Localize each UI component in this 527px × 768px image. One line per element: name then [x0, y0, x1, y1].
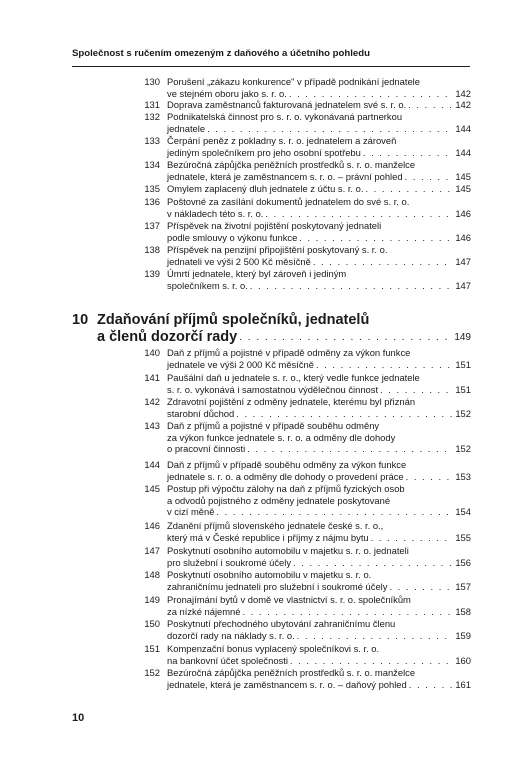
- entry-page-number: 160: [455, 654, 471, 666]
- entry-line: [167, 630, 471, 642]
- dot-leader: [313, 256, 453, 268]
- entry-line: [167, 679, 471, 691]
- entry-text: v cizí měně: [167, 506, 215, 518]
- entry-body: [167, 372, 471, 395]
- dot-leader: [409, 679, 453, 691]
- entry-text: Omylem zaplacený dluh jednatele z účtu s. r. o.: [167, 183, 364, 194]
- entry-line: Daň z příjmů a pojistné v případě souběhu odměny: [167, 420, 380, 431]
- chapter-title: [97, 312, 471, 346]
- entry-number: 149: [144, 594, 160, 605]
- entry-page-number: 161: [455, 678, 471, 690]
- dot-leader: [216, 506, 452, 518]
- entry-line: [167, 408, 471, 420]
- entry-text: jednatele, která je zaměstnancem s. r. o. – daňový pohled: [167, 678, 407, 690]
- entry-number: 145: [144, 483, 160, 494]
- entry-line: za výkon funkce jednatele s. r. o. a odměny dle dohody: [167, 431, 396, 443]
- entry-text: podle smlouvy o výkonu funkce: [167, 231, 298, 243]
- entry-line: Poštovné za zasílání dokumentů jednatelem do své s. r. o.: [167, 196, 410, 207]
- entry-text: pro služební i soukromé účely: [167, 556, 292, 568]
- entry-body: [167, 594, 471, 617]
- entry-line: [167, 443, 471, 455]
- entry-body: [167, 183, 471, 195]
- entry-line: Daň z příjmů v případě souběhu odměny za výkon funkce: [167, 459, 407, 470]
- entry-page-number: 144: [455, 122, 471, 134]
- entry-text: který má v České republice i příjmy z nájmu bytu: [167, 531, 369, 543]
- entry-line: [167, 123, 471, 135]
- entry-line: [167, 183, 471, 195]
- dot-leader: [371, 532, 453, 544]
- entry-line: [167, 256, 471, 268]
- entry-page-number: 146: [455, 207, 471, 219]
- entry-line: a odvodů pojistného z odměny jednatele poskytované: [167, 494, 391, 506]
- entry-line: [167, 655, 471, 667]
- entry-page-number: 152: [455, 443, 471, 455]
- entry-line: [167, 359, 471, 371]
- entry-text: ve stejném oboru jako s. r. o.: [167, 87, 287, 99]
- entry-page-number: 146: [455, 231, 471, 243]
- entry-text: dozorčí rady na náklady s. r. o.: [167, 629, 295, 641]
- entry-line: [167, 471, 471, 483]
- entry-text: v nákladech této s. r. o.: [167, 207, 264, 219]
- chapter-title-line-1: Zdaňování příjmů společníků, jednatelů: [97, 312, 370, 328]
- dot-leader: [363, 147, 452, 159]
- dot-leader: [239, 329, 451, 346]
- entry-line: Zdravotní pojištění z odměny jednatele, kterému byl přiznán: [167, 396, 416, 407]
- entry-line: Poskytnutí osobního automobilu v majetku s. r. o.: [167, 569, 372, 580]
- entry-body: [167, 347, 471, 370]
- entry-page-number: 156: [455, 556, 471, 568]
- dot-leader: [389, 581, 452, 593]
- entry-body: [167, 520, 471, 543]
- entry-line: Podnikatelská činnost pro s. r. o. vykonávaná partnerkou: [167, 111, 403, 122]
- dot-leader: [250, 280, 453, 292]
- entry-body: [167, 396, 471, 419]
- entry-page-number: 158: [455, 605, 471, 617]
- entry-page-number: 145: [455, 170, 471, 182]
- entry-text: společníkem s. r. o.: [167, 279, 248, 291]
- entry-body: [167, 569, 471, 592]
- entry-number: 138: [144, 244, 160, 255]
- dot-leader: [365, 183, 452, 195]
- entry-line: [167, 88, 471, 100]
- dot-leader: [247, 443, 452, 455]
- entry-number: 135: [144, 183, 160, 194]
- entry-line: [167, 232, 471, 244]
- entry-line: Zdanění příjmů slovenského jednatele české s. r. o.,: [167, 520, 384, 531]
- running-header: Společnost s ručením omezeným z daňového a účetního pohledu: [72, 48, 370, 59]
- entry-number: 132: [144, 111, 160, 122]
- entry-number: 142: [144, 396, 160, 407]
- dot-leader: [316, 359, 452, 371]
- dot-leader: [408, 99, 452, 111]
- entry-body: [167, 618, 471, 641]
- entry-line: Bezúročná zápůjčka peněžních prostředků s. r. o. manželce: [167, 667, 416, 678]
- entry-page-number: 154: [455, 506, 471, 518]
- entry-number: 150: [144, 618, 160, 629]
- entry-line: Pronajímání bytů v domě ve vlastnictví s. r. o. společníkům: [167, 594, 411, 605]
- entry-page-number: 144: [455, 146, 471, 158]
- entry-line: Postup při výpočtu zálohy na daň z příjmů fyzických osob: [167, 483, 405, 494]
- dot-leader: [242, 606, 452, 618]
- entry-page-number: 147: [455, 255, 471, 267]
- entry-line: Poskytnutí přechodného ubytování zahraničnímu členu: [167, 618, 396, 629]
- dot-leader: [297, 630, 453, 642]
- entry-text: za nízké nájemné: [167, 605, 241, 617]
- entry-line: [167, 384, 471, 396]
- header-rule: [72, 66, 470, 67]
- page-folio: 10: [72, 712, 85, 724]
- entry-text: na bankovní účet společnosti: [167, 654, 288, 666]
- entry-line: [167, 208, 471, 220]
- entry-number: 133: [144, 135, 160, 146]
- entry-body: [167, 196, 471, 219]
- entry-number: 137: [144, 220, 160, 231]
- entry-body: [167, 244, 471, 267]
- entry-number: 143: [144, 420, 160, 431]
- entry-line: Příspěvek na životní pojištění poskytovaný jednateli: [167, 220, 382, 231]
- entry-page-number: 151: [455, 358, 471, 370]
- entry-text: jednatele, která je zaměstnancem s. r. o. – právní pohled: [167, 170, 403, 182]
- entry-number: 139: [144, 268, 160, 279]
- dot-leader: [290, 655, 452, 667]
- entry-body: [167, 545, 471, 568]
- entry-page-number: 151: [455, 383, 471, 395]
- entry-line: [167, 532, 471, 544]
- dot-leader: [406, 471, 453, 483]
- entry-line: Čerpání peněz z pokladny s. r. o. jednatelem a zároveň: [167, 135, 397, 146]
- entry-body: [167, 643, 471, 666]
- entry-line: Daň z příjmů a pojistné v případě odměny za výkon funkce: [167, 347, 411, 358]
- entry-line: [167, 147, 471, 159]
- entry-page-number: 153: [455, 470, 471, 482]
- entry-line: Bezúročná zápůjčka peněžních prostředků s. r. o. manželce: [167, 159, 416, 170]
- chapter-page-number: 149: [454, 332, 471, 343]
- dot-leader: [265, 208, 452, 220]
- dot-leader: [289, 88, 452, 100]
- entry-number: 152: [144, 667, 160, 678]
- entry-body: [167, 135, 471, 158]
- dot-leader: [380, 384, 452, 396]
- entry-page-number: 155: [455, 531, 471, 543]
- entry-text: s. r. o. vykonává i samostatnou výdělečnou činnost: [167, 383, 379, 395]
- entry-body: [167, 420, 471, 455]
- entry-text: jednatele: [167, 122, 206, 134]
- dot-leader: [207, 123, 452, 135]
- entry-line: [167, 606, 471, 618]
- dot-leader: [236, 408, 452, 420]
- entry-body: [167, 483, 471, 518]
- entry-number: 136: [144, 196, 160, 207]
- dot-leader: [293, 557, 452, 569]
- entry-line: [167, 557, 471, 569]
- entry-page-number: 142: [455, 99, 471, 110]
- entry-text: Doprava zaměstnanců fakturovaná jednatelem své s. r. o.: [167, 99, 407, 110]
- chapter-number: 10: [72, 312, 89, 328]
- entry-body: [167, 667, 471, 690]
- entry-body: [167, 99, 471, 111]
- entry-body: [167, 76, 471, 99]
- entry-line: Porušení „zákazu konkurence" v případě podnikání jednatele: [167, 76, 420, 87]
- entry-text: jediným společníkem pro jeho osobní spotřebu: [167, 146, 361, 158]
- entry-number: 146: [144, 520, 160, 531]
- entry-text: jednatele ve výši 2 000 Kč měsíčně: [167, 358, 314, 370]
- entry-text: zahraničnímu jednateli pro služební i soukromé účely: [167, 580, 388, 592]
- entry-page-number: 145: [455, 183, 471, 194]
- entry-line: [167, 581, 471, 593]
- entry-line: [167, 280, 471, 292]
- entry-page-number: 157: [455, 580, 471, 592]
- entry-body: [167, 111, 471, 134]
- entry-page-number: 159: [455, 629, 471, 641]
- entry-line: Poskytnutí osobního automobilu v majetku s. r. o. jednateli: [167, 545, 409, 556]
- entry-body: [167, 459, 471, 482]
- entry-number: 144: [144, 459, 160, 470]
- entry-number: 148: [144, 569, 160, 580]
- chapter-title-line-2: [97, 329, 471, 346]
- entry-body: [167, 268, 471, 291]
- entry-line: [167, 171, 471, 183]
- entry-line: Paušální daň u jednatele s. r. o., který vedle funkce jednatele: [167, 372, 420, 383]
- entry-number: 134: [144, 159, 160, 170]
- chapter-title-text: a členů dozorčí rady: [97, 329, 238, 345]
- entry-page-number: 142: [455, 87, 471, 99]
- entry-line: Příspěvek na penzijní připojištění poskytovaný s. r. o.: [167, 244, 388, 255]
- entry-line: Kompenzační bonus vyplacený společníkovi s. r. o.: [167, 643, 380, 654]
- entry-line: [167, 506, 471, 518]
- entry-number: 140: [144, 347, 160, 358]
- entry-page-number: 147: [455, 279, 471, 291]
- entry-text: starobní důchod: [167, 407, 235, 419]
- entry-page-number: 152: [455, 407, 471, 419]
- entry-text: jednateli ve výši 2 500 Kč měsíčně: [167, 255, 311, 267]
- entry-number: 151: [144, 643, 160, 654]
- entry-text: o pracovní činnosti: [167, 443, 246, 455]
- entry-line: [167, 99, 471, 111]
- entry-text: jednatele s. r. o. a odměny dle dohody o provedení práce: [167, 470, 404, 482]
- entry-body: [167, 159, 471, 182]
- entry-body: [167, 220, 471, 243]
- dot-leader: [299, 232, 452, 244]
- entry-number: 131: [144, 99, 160, 110]
- entry-line: Úmrtí jednatele, který byl zároveň i jediným: [167, 268, 347, 279]
- entry-number: 130: [144, 76, 160, 87]
- entry-number: 147: [144, 545, 160, 556]
- entry-number: 141: [144, 372, 160, 383]
- dot-leader: [405, 171, 453, 183]
